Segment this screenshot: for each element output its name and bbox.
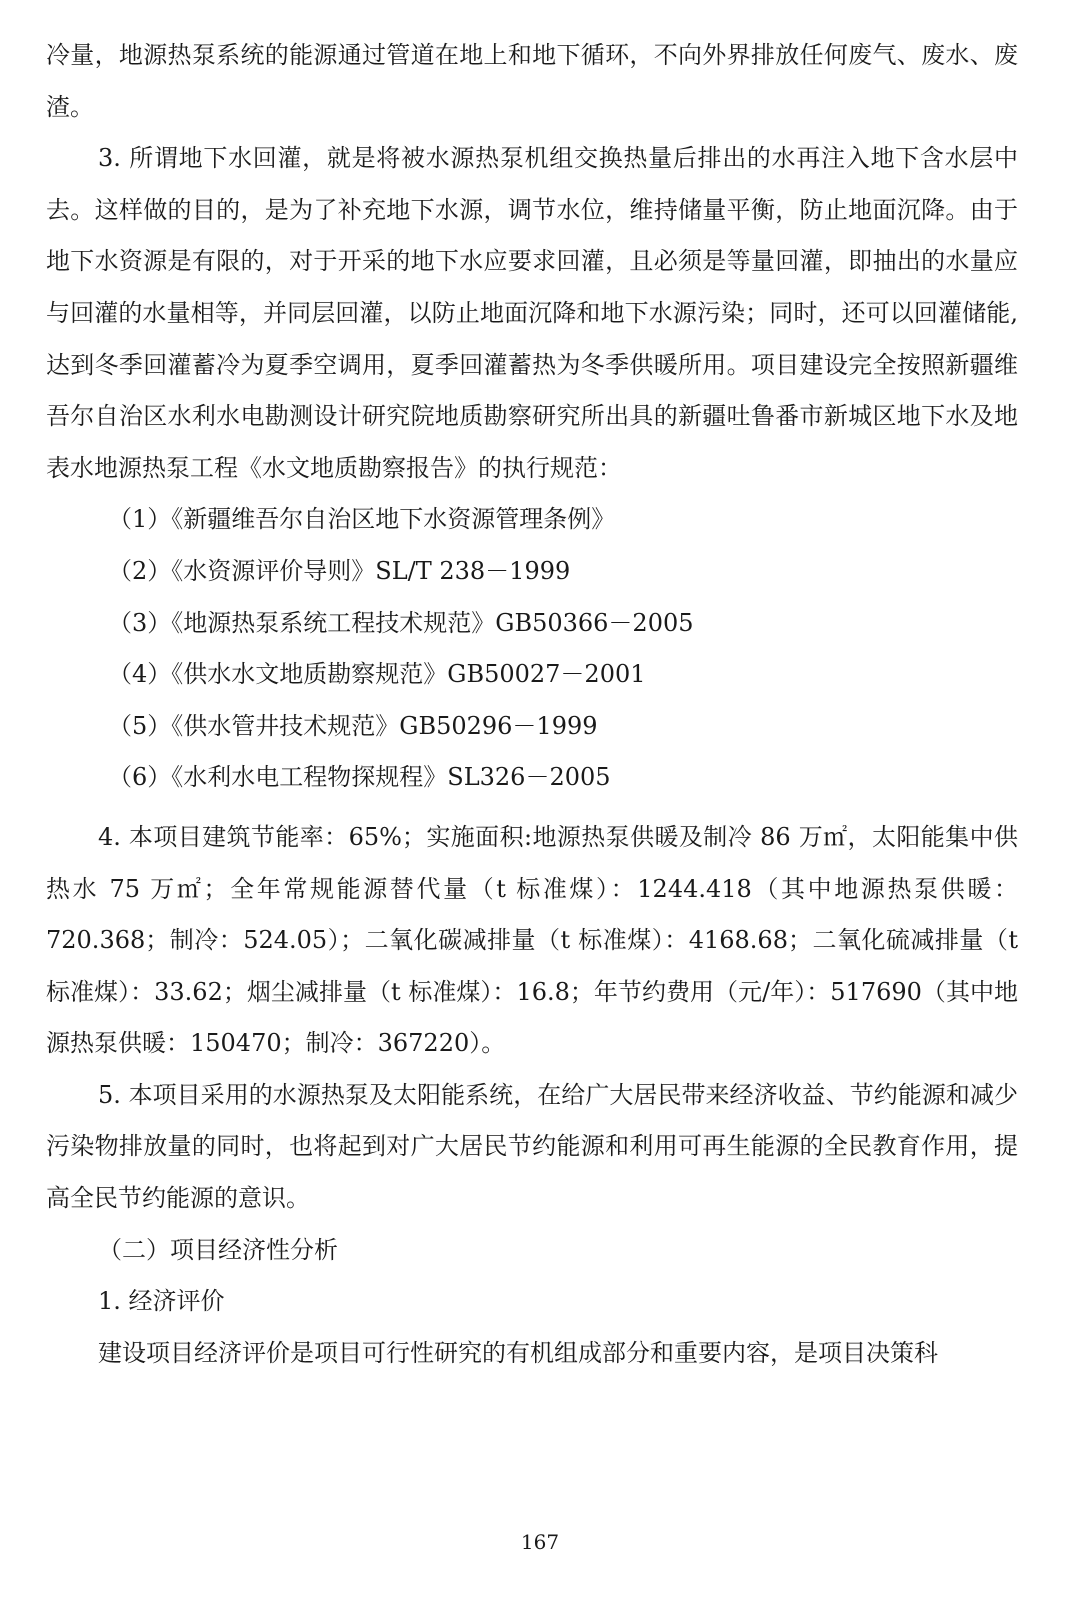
standard-item: （2）《水资源评价导则》SL/T 238－1999 xyxy=(108,556,571,585)
spacer xyxy=(46,804,1018,812)
standard-item: （4）《供水水文地质勘察规范》GB50027－2001 xyxy=(108,660,646,689)
paragraph-continuation: 冷量，地源热泵系统的能源通过管道在地上和地下循环，不向外界排放任何废气、废水、废渣。 xyxy=(46,41,1018,121)
paragraph-education-effect: 5. 本项目采用的水源热泵及太阳能系统，在给广大居民带来经济收益、节约能源和减少污染物排放量的同时，也将起到对广大居民节约能源和利用可再生能源的全民教育作用，提高全民节约能源的意识。 xyxy=(46,1080,1018,1213)
standards-list xyxy=(46,494,1018,804)
standard-item: （6）《水利水电工程物探规程》SL326－2005 xyxy=(108,763,611,792)
standard-item: （3）《地源热泵系统工程技术规范》GB50366－2005 xyxy=(108,608,694,637)
standard-item: （5）《供水管井技术规范》GB50296－1999 xyxy=(108,711,598,740)
paragraph-economic-evaluation: 建设项目经济评价是项目可行性研究的有机组成部分和重要内容，是项目决策科 xyxy=(98,1338,938,1367)
document-body xyxy=(46,30,1018,1379)
subsection-heading: 1. 经济评价 xyxy=(98,1287,225,1316)
paragraph-energy-savings: 4. 本项目建筑节能率：65%；实施面积:地源热泵供暖及制冷 86 万㎡，太阳能集中供热水 75 万㎡；全年常规能源替代量（t 标准煤）：1244.418（其中地源热泵供暖：720.368；制冷：524.05）；二氧化碳减排量（t 标准煤）：4168.68；二氧化硫减排量（t 标准煤）：33.62；烟尘减排量（t 标准煤）：16.8；年节约费用（元/年）：517690（其中地源热泵供暖：150470；制冷：367220）。 xyxy=(46,822,1018,1058)
paragraph-groundwater-recharge: 3. 所谓地下水回灌，就是将被水源热泵机组交换热量后排出的水再注入地下含水层中去。这样做的目的，是为了补充地下水源，调节水位，维持储量平衡，防止地面沉降。由于地下水资源是有限的，对于开采的地下水应要求回灌，且必须是等量回灌，即抽出的水量应与回灌的水量相等，并同层回灌，以防止地面沉降和地下水源污染；同时，还可以回灌储能,达到冬季回灌蓄冷为夏季空调用，夏季回灌蓄热为冬季供暖所用。项目建设完全按照新疆维吾尔自治区水利水电勘测设计研究院地质勘察研究所出具的新疆吐鲁番市新城区地下水及地表水地源热泵工程《水文地质勘察报告》的执行规范： xyxy=(46,144,1018,482)
section-heading: （二）项目经济性分析 xyxy=(98,1235,338,1264)
page-number: 167 xyxy=(520,1530,560,1554)
standard-item: （1）《新疆维吾尔自治区地下水资源管理条例》 xyxy=(108,505,616,534)
